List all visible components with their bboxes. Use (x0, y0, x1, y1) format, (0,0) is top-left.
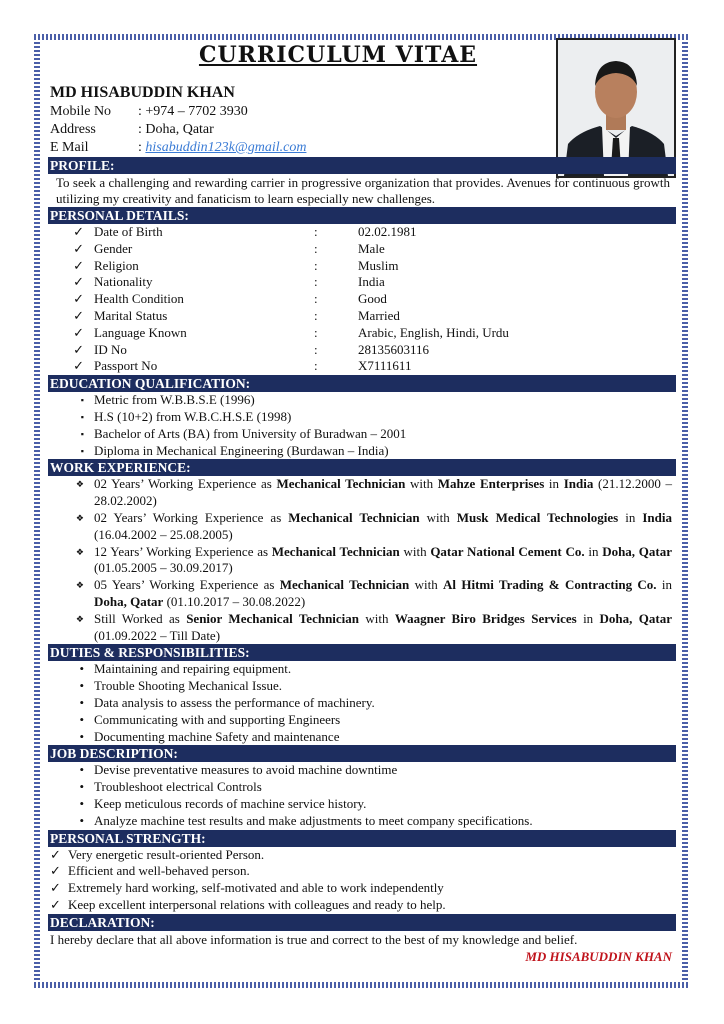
education-item-text: Diploma in Mechanical Engineering (Burdawan – India) (94, 442, 389, 458)
education-item-text: H.S (10+2) from W.B.C.H.S.E (1998) (94, 408, 292, 424)
strength-item-text: Keep excellent interpersonal relations with colleagues and ready to help. (68, 896, 446, 912)
personal-detail-row (50, 224, 676, 241)
check-icon: ✓ (73, 324, 84, 340)
work-list (50, 476, 676, 644)
work-pre: 12 Years’ Working Experience as (94, 543, 272, 559)
education-item-text: Bachelor of Arts (BA) from University of Buradwan – 2001 (94, 425, 407, 441)
work-place: Doha, Qatar (599, 610, 672, 626)
work-dates: (16.04.2002 – 25.08.2005) (94, 526, 233, 542)
work-item (50, 510, 676, 544)
bullet-icon: • (79, 661, 84, 677)
work-dates: (01.05.2005 – 30.09.2017) (94, 560, 233, 576)
personal-detail-row (50, 325, 676, 342)
work-place: Doha, Qatar (94, 593, 164, 609)
declaration-text: I hereby declare that all above information is true and correct to the best of my knowledge and belief. (50, 931, 578, 947)
contact-label: Mobile No (50, 104, 112, 119)
duty-item-text: Trouble Shooting Mechanical Issue. (94, 678, 282, 694)
job-item (50, 779, 676, 796)
contact-label: Address (50, 122, 96, 137)
work-role: Mechanical Technician (276, 476, 406, 492)
detail-value: Arabic, English, Hindi, Urdu (358, 324, 509, 340)
check-icon: ✓ (50, 896, 61, 912)
strength-item-text: Very energetic result-oriented Person. (68, 846, 265, 862)
detail-value: Male (358, 240, 385, 256)
job-item-text: Keep meticulous records of machine service history. (94, 795, 367, 811)
detail-colon: : (314, 257, 318, 273)
detail-colon: : (314, 224, 318, 239)
work-item-text (94, 510, 676, 544)
contact-address (50, 121, 676, 139)
duty-item (50, 678, 676, 695)
detail-key: ID No (94, 341, 127, 357)
check-icon: ✓ (73, 240, 84, 256)
work-mid: with (399, 543, 431, 559)
personal-detail-row (50, 342, 676, 359)
work-company: Waagner Biro Bridges Services (394, 610, 577, 626)
square-bullet-icon: ▪ (80, 428, 84, 439)
detail-key: Gender (94, 240, 133, 256)
detail-key: Date of Birth (94, 224, 163, 239)
job-item (50, 813, 676, 830)
detail-value: Muslim (358, 257, 399, 273)
strength-item (50, 847, 676, 864)
diamond-bullet-icon: ❖ (75, 580, 84, 591)
work-pre: 02 Years’ Working Experience as (94, 509, 289, 525)
work-item-text (94, 476, 676, 510)
work-item-text (94, 611, 676, 645)
work-role: Mechanical Technician (288, 509, 420, 525)
work-place: India (642, 509, 672, 525)
check-icon: ✓ (73, 274, 84, 290)
bullet-icon: • (79, 694, 84, 710)
work-company: Musk Medical Technologies (456, 509, 619, 525)
detail-key: Language Known (94, 324, 187, 340)
detail-key: Marital Status (94, 307, 168, 323)
detail-colon: : (314, 274, 318, 290)
work-item (50, 577, 676, 611)
check-icon: ✓ (73, 291, 84, 307)
check-icon: ✓ (73, 307, 84, 323)
signature: MD HISABUDDIN KHAN (525, 948, 672, 964)
education-item-text: Metric from W.B.B.S.E (1996) (94, 392, 255, 408)
work-pre: 05 Years’ Working Experience as (94, 577, 280, 593)
bullet-icon: • (79, 728, 84, 744)
duties-list (50, 661, 676, 745)
check-icon: ✓ (50, 846, 61, 862)
duty-item-text: Documenting machine Safety and maintenance (94, 728, 340, 744)
work-dates: (01.10.2017 – 30.08.2022) (163, 593, 306, 609)
bullet-icon: • (79, 812, 84, 828)
work-in: in (584, 543, 603, 559)
check-icon: ✓ (73, 358, 84, 374)
work-item (50, 611, 676, 645)
job-item-text: Devise preventative measures to avoid machine downtime (94, 762, 398, 778)
square-bullet-icon: ▪ (80, 395, 84, 406)
section-header-job: JOB DESCRIPTION: (48, 745, 676, 762)
bullet-icon: • (79, 678, 84, 694)
diamond-bullet-icon: ❖ (75, 479, 84, 490)
diamond-bullet-icon: ❖ (75, 546, 84, 557)
strength-list (50, 847, 676, 914)
detail-colon: : (314, 341, 318, 357)
square-bullet-icon: ▪ (80, 445, 84, 456)
education-list (50, 392, 676, 459)
detail-key: Passport No (94, 358, 158, 374)
contact-email (50, 139, 676, 157)
work-role: Mechanical Technician (279, 577, 410, 593)
detail-colon: : (314, 291, 318, 307)
personal-detail-row (50, 358, 676, 375)
section-header-personal: PERSONAL DETAILS: (48, 207, 676, 224)
check-icon: ✓ (73, 224, 84, 239)
education-item (50, 443, 676, 460)
profile-text: To seek a challenging and rewarding carrier in progressive organization that provides. Avenues for continuous growth utilizing my creativity and fanaticism to learn especially new challenges. (56, 175, 670, 206)
work-mid: with (405, 476, 438, 492)
duty-item (50, 729, 676, 746)
detail-value: India (358, 274, 385, 290)
work-item-text (94, 577, 676, 611)
strength-item (50, 880, 676, 897)
check-icon: ✓ (50, 863, 61, 879)
duty-item-text: Maintaining and repairing equipment. (94, 661, 292, 677)
duty-item-text: Data analysis to assess the performance of machinery. (94, 694, 375, 710)
detail-colon: : (314, 307, 318, 323)
section-header-strength: PERSONAL STRENGTH: (48, 830, 676, 847)
diamond-bullet-icon: ❖ (75, 613, 84, 624)
duty-item (50, 695, 676, 712)
section-header-profile: PROFILE: (48, 157, 676, 174)
detail-value: X7111611 (358, 358, 412, 374)
duty-item (50, 661, 676, 678)
detail-key: Nationality (94, 274, 153, 290)
bullet-icon: • (79, 795, 84, 811)
duty-item-text: Communicating with and supporting Engineers (94, 711, 341, 727)
section-header-work: WORK EXPERIENCE: (48, 459, 676, 476)
contact-mobile (50, 103, 676, 121)
contact-value: : Doha, Qatar (138, 122, 214, 137)
personal-detail-row (50, 308, 676, 325)
job-item (50, 796, 676, 813)
section-header-duties: DUTIES & RESPONSIBILITIES: (48, 644, 676, 661)
work-dates: (01.09.2022 – Till Date) (94, 627, 221, 643)
strength-item (50, 897, 676, 914)
work-company: Al Hitmi Trading & Contracting Co. (443, 577, 657, 593)
work-mid: with (409, 577, 444, 593)
work-in: in (544, 476, 564, 492)
work-item (50, 544, 676, 578)
detail-key: Religion (94, 257, 139, 273)
detail-value: 28135603116 (358, 341, 430, 357)
work-pre: 02 Years’ Working Experience as (94, 476, 277, 492)
strength-item-text: Efficient and well-behaved person. (68, 863, 250, 879)
job-item-text: Troubleshoot electrical Controls (94, 779, 262, 795)
detail-colon: : (314, 324, 318, 340)
work-company: Qatar National Cement Co. (430, 543, 585, 559)
check-icon: ✓ (50, 880, 61, 896)
job-list (50, 762, 676, 829)
work-dates: (21.12.2000 – 28.02.2002) (94, 476, 672, 509)
personal-detail-row (50, 241, 676, 258)
bullet-icon: • (79, 711, 84, 727)
check-icon: ✓ (73, 257, 84, 273)
education-item (50, 392, 676, 409)
diamond-bullet-icon: ❖ (75, 512, 84, 523)
detail-value: Married (358, 307, 400, 323)
work-role: Mechanical Technician (271, 543, 400, 559)
work-role: Senior Mechanical Technician (186, 610, 360, 626)
work-in: in (618, 509, 643, 525)
work-mid: with (359, 610, 395, 626)
duty-item (50, 712, 676, 729)
personal-detail-row (50, 291, 676, 308)
section-header-declaration: DECLARATION: (48, 914, 676, 931)
work-in: in (656, 577, 672, 593)
strength-item-text: Extremely hard working, self-motivated and able to work independently (68, 880, 444, 896)
education-item (50, 409, 676, 426)
personal-detail-row (50, 258, 676, 275)
detail-value: 02.02.1981 (358, 224, 417, 239)
work-item (50, 476, 676, 510)
contact-value: : +974 – 7702 3930 (138, 104, 248, 119)
contact-label: E Mail (50, 140, 89, 155)
bullet-icon: • (79, 779, 84, 795)
work-pre: Still Worked as (94, 610, 187, 626)
cv-content (50, 40, 676, 966)
bullet-icon: • (79, 762, 84, 778)
work-mid: with (419, 509, 457, 525)
work-place: Doha, Qatar (602, 543, 672, 559)
email-link[interactable]: hisabuddin123k@gmail.com (145, 140, 307, 155)
detail-key: Health Condition (94, 291, 184, 307)
candidate-name: MD HISABUDDIN KHAN (50, 84, 235, 101)
square-bullet-icon: ▪ (80, 411, 84, 422)
personal-detail-row (50, 274, 676, 291)
contact-value: : (138, 140, 146, 155)
detail-value: Good (358, 291, 387, 307)
work-in: in (576, 610, 600, 626)
work-company: Mahze Enterprises (437, 476, 545, 492)
strength-item (50, 863, 676, 880)
work-item-text (94, 544, 676, 578)
detail-colon: : (314, 240, 318, 256)
work-place: India (563, 476, 594, 492)
page-title: CURRICULUM VITAE (198, 42, 478, 68)
job-item (50, 762, 676, 779)
personal-details-list (50, 224, 676, 375)
job-item-text: Analyze machine test results and make adjustments to meet company specifications. (94, 812, 533, 828)
check-icon: ✓ (73, 341, 84, 357)
detail-colon: : (314, 358, 318, 374)
section-header-education: EDUCATION QUALIFICATION: (48, 375, 676, 392)
education-item (50, 426, 676, 443)
